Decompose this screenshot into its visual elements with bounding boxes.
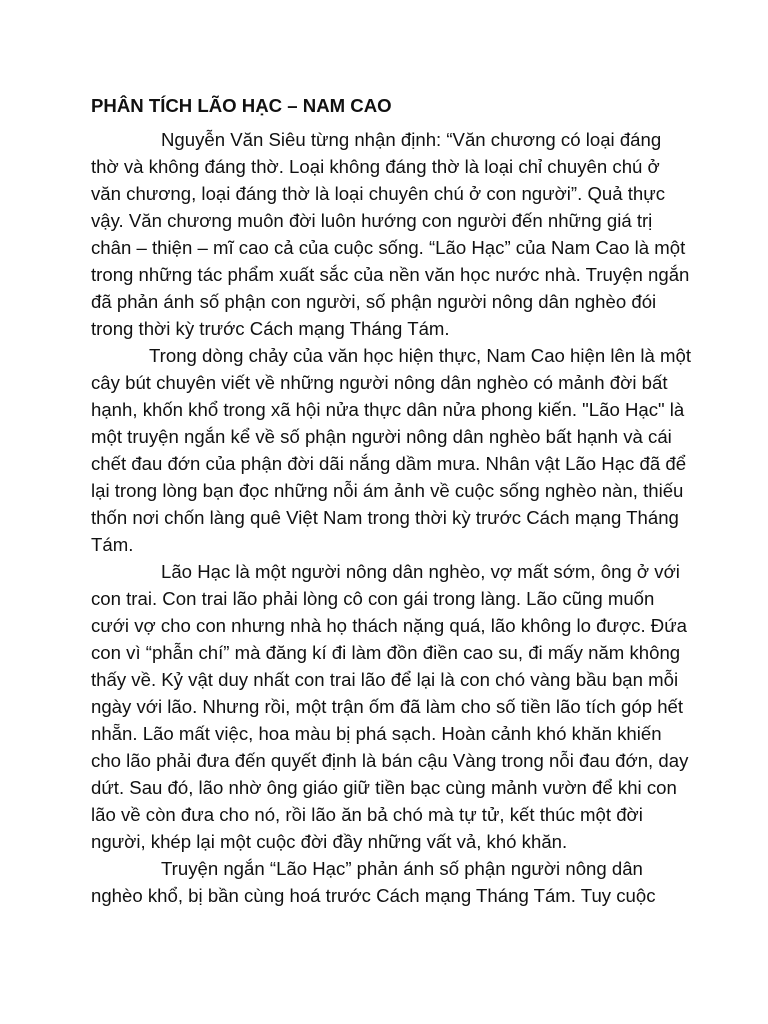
document-body [91, 92, 691, 909]
paragraph-2: Trong dòng chảy của văn học hiện thực, Nam Cao hiện lên là một cây bút chuyên viết về những người nông dân nghèo có mảnh đời bất hạnh, khốn khổ trong xã hội nửa thực dân nửa phong kiến. "Lão Hạc" là một truyện ngắn kể về số phận người nông dân nghèo bất hạnh và cái chết đau đớn của phận đời dãi nắng dầm mưa. Nhân vật Lão Hạc đã để lại trong lòng bạn đọc những nỗi ám ảnh về cuộc sống nghèo nàn, thiếu thốn nơi chốn làng quê Việt Nam trong thời kỳ trước Cách mạng Tháng Tám. [91, 345, 691, 555]
paragraph-1: Nguyễn Văn Siêu từng nhận định: “Văn chương có loại đáng thờ và không đáng thờ. Loại không đáng thờ là loại chỉ chuyên chú ở văn chương, loại đáng thờ là loại chuyên chú ở con người”. Quả thực vậy. Văn chương muôn đời luôn hướng con người đến những giá trị chân – thiện – mĩ cao cả của cuộc sống. “Lão Hạc” của Nam Cao là một trong những tác phẩm xuất sắc của nền văn học nước nhà. Truyện ngắn đã phản ánh số phận con người, số phận người nông dân nghèo đói trong thời kỳ trước Cách mạng Tháng Tám. [91, 129, 690, 339]
paragraph-4: Truyện ngắn “Lão Hạc” phản ánh số phận người nông dân nghèo khổ, bị bần cùng hoá trước Cách mạng Tháng Tám. Tuy cuộc [91, 858, 656, 906]
paragraph-3: Lão Hạc là một người nông dân nghèo, vợ mất sớm, ông ở với con trai. Con trai lão phải lòng cô con gái trong làng. Lão cũng muốn cưới vợ cho con nhưng nhà họ thách nặng quá, lão không lo được. Đứa con vì “phẫn chí” mà đăng kí đi làm đồn điền cao su, đi mấy năm không thấy về. Kỷ vật duy nhất con trai lão để lại là con chó vàng bầu bạn mỗi ngày với lão. Nhưng rồi, một trận ốm đã làm cho số tiền lão tích góp hết nhẵn. Lão mất việc, hoa màu bị phá sạch. Hoàn cảnh khó khăn khiến cho lão phải đưa đến quyết định là bán cậu Vàng trong nỗi đau đớn, day dứt. Sau đó, lão nhờ ông giáo giữ tiền bạc cùng mảnh vườn để khi con lão về còn đưa cho nó, rồi lão ăn bả chó mà tự tử, kết thúc một đời người, khép lại một cuộc đời đầy những vất vả, khó khăn. [91, 561, 689, 852]
document-title: PHÂN TÍCH LÃO HẠC – NAM CAO [91, 95, 392, 116]
